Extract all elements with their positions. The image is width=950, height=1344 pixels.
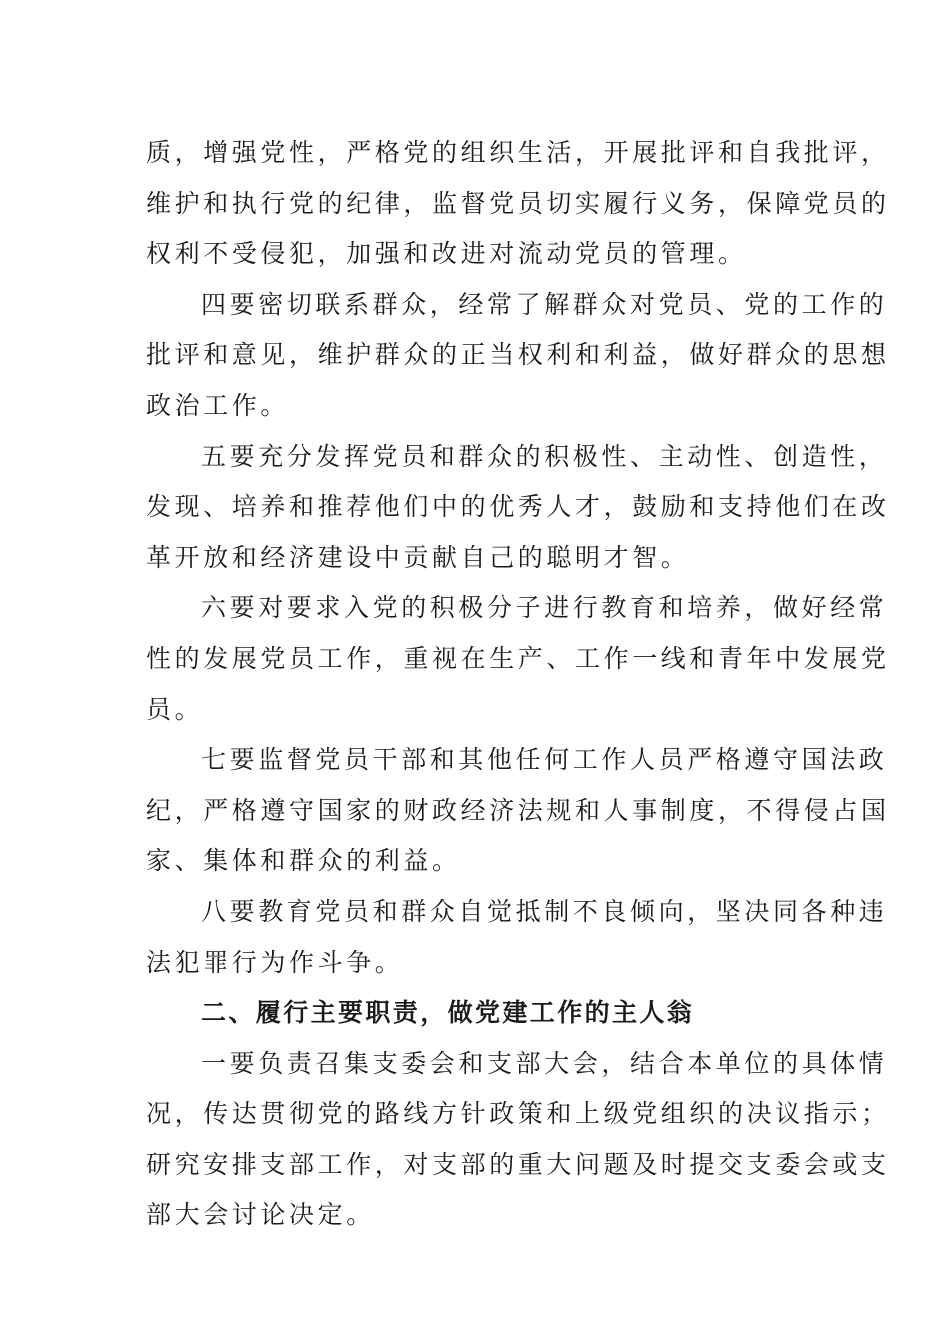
paragraph-start-line: 四要密切联系群众，经常了解群众对党员、党的工作的 [201, 289, 888, 319]
paragraph-start-line: 六要对要求入党的积极分子进行教育和培养，做好经常 [201, 593, 888, 623]
text-line: 纪，严格遵守国家的财政经济法规和人事制度，不得侵占国 [146, 795, 890, 825]
text-line: 性的发展党员工作，重视在生产、工作一线和青年中发展党 [146, 643, 890, 673]
text-line: 质，增强党性，严格党的组织生活，开展批评和自我批评， [146, 138, 890, 167]
paragraph-start-line: 一要负责召集支委会和支部大会，结合本单位的具体情 [201, 1048, 888, 1078]
text-line: 研究安排支部工作，对支部的重大问题及时提交支委会或支 [146, 1149, 890, 1179]
text-line: 法犯罪行为作斗争。 [146, 947, 404, 977]
text-line: 维护和执行党的纪律，监督党员切实履行义务，保障党员的 [146, 188, 890, 218]
paragraph-start-line: 五要充分发挥党员和群众的积极性、主动性、创造性， [201, 441, 888, 471]
text-line: 发现、培养和推荐他们中的优秀人才，鼓励和支持他们在改 [146, 492, 890, 522]
text-line: 况，传达贯彻党的路线方针政策和上级党组织的决议指示； [146, 1099, 890, 1129]
text-line: 权利不受侵犯，加强和改进对流动党员的管理。 [146, 239, 747, 269]
text-line: 批评和意见，维护群众的正当权利和利益，做好群众的思想 [146, 340, 890, 370]
text-line: 员。 [146, 694, 204, 724]
paragraph-start-line: 七要监督党员干部和其他任何工作人员严格遵守国法政 [201, 745, 888, 775]
text-line: 革开放和经济建设中贡献自己的聪明才智。 [146, 542, 690, 572]
document-body [146, 128, 890, 1241]
text-line: 政治工作。 [146, 390, 290, 420]
text-line: 部大会讨论决定。 [146, 1200, 375, 1230]
text-line: 家、集体和群众的利益。 [146, 846, 461, 876]
paragraph-start-line: 八要教育党员和群众自觉抵制不良倾向，坚决同各种违 [201, 896, 888, 926]
section-heading: 二、履行主要职责，做党建工作的主人翁 [201, 998, 695, 1028]
